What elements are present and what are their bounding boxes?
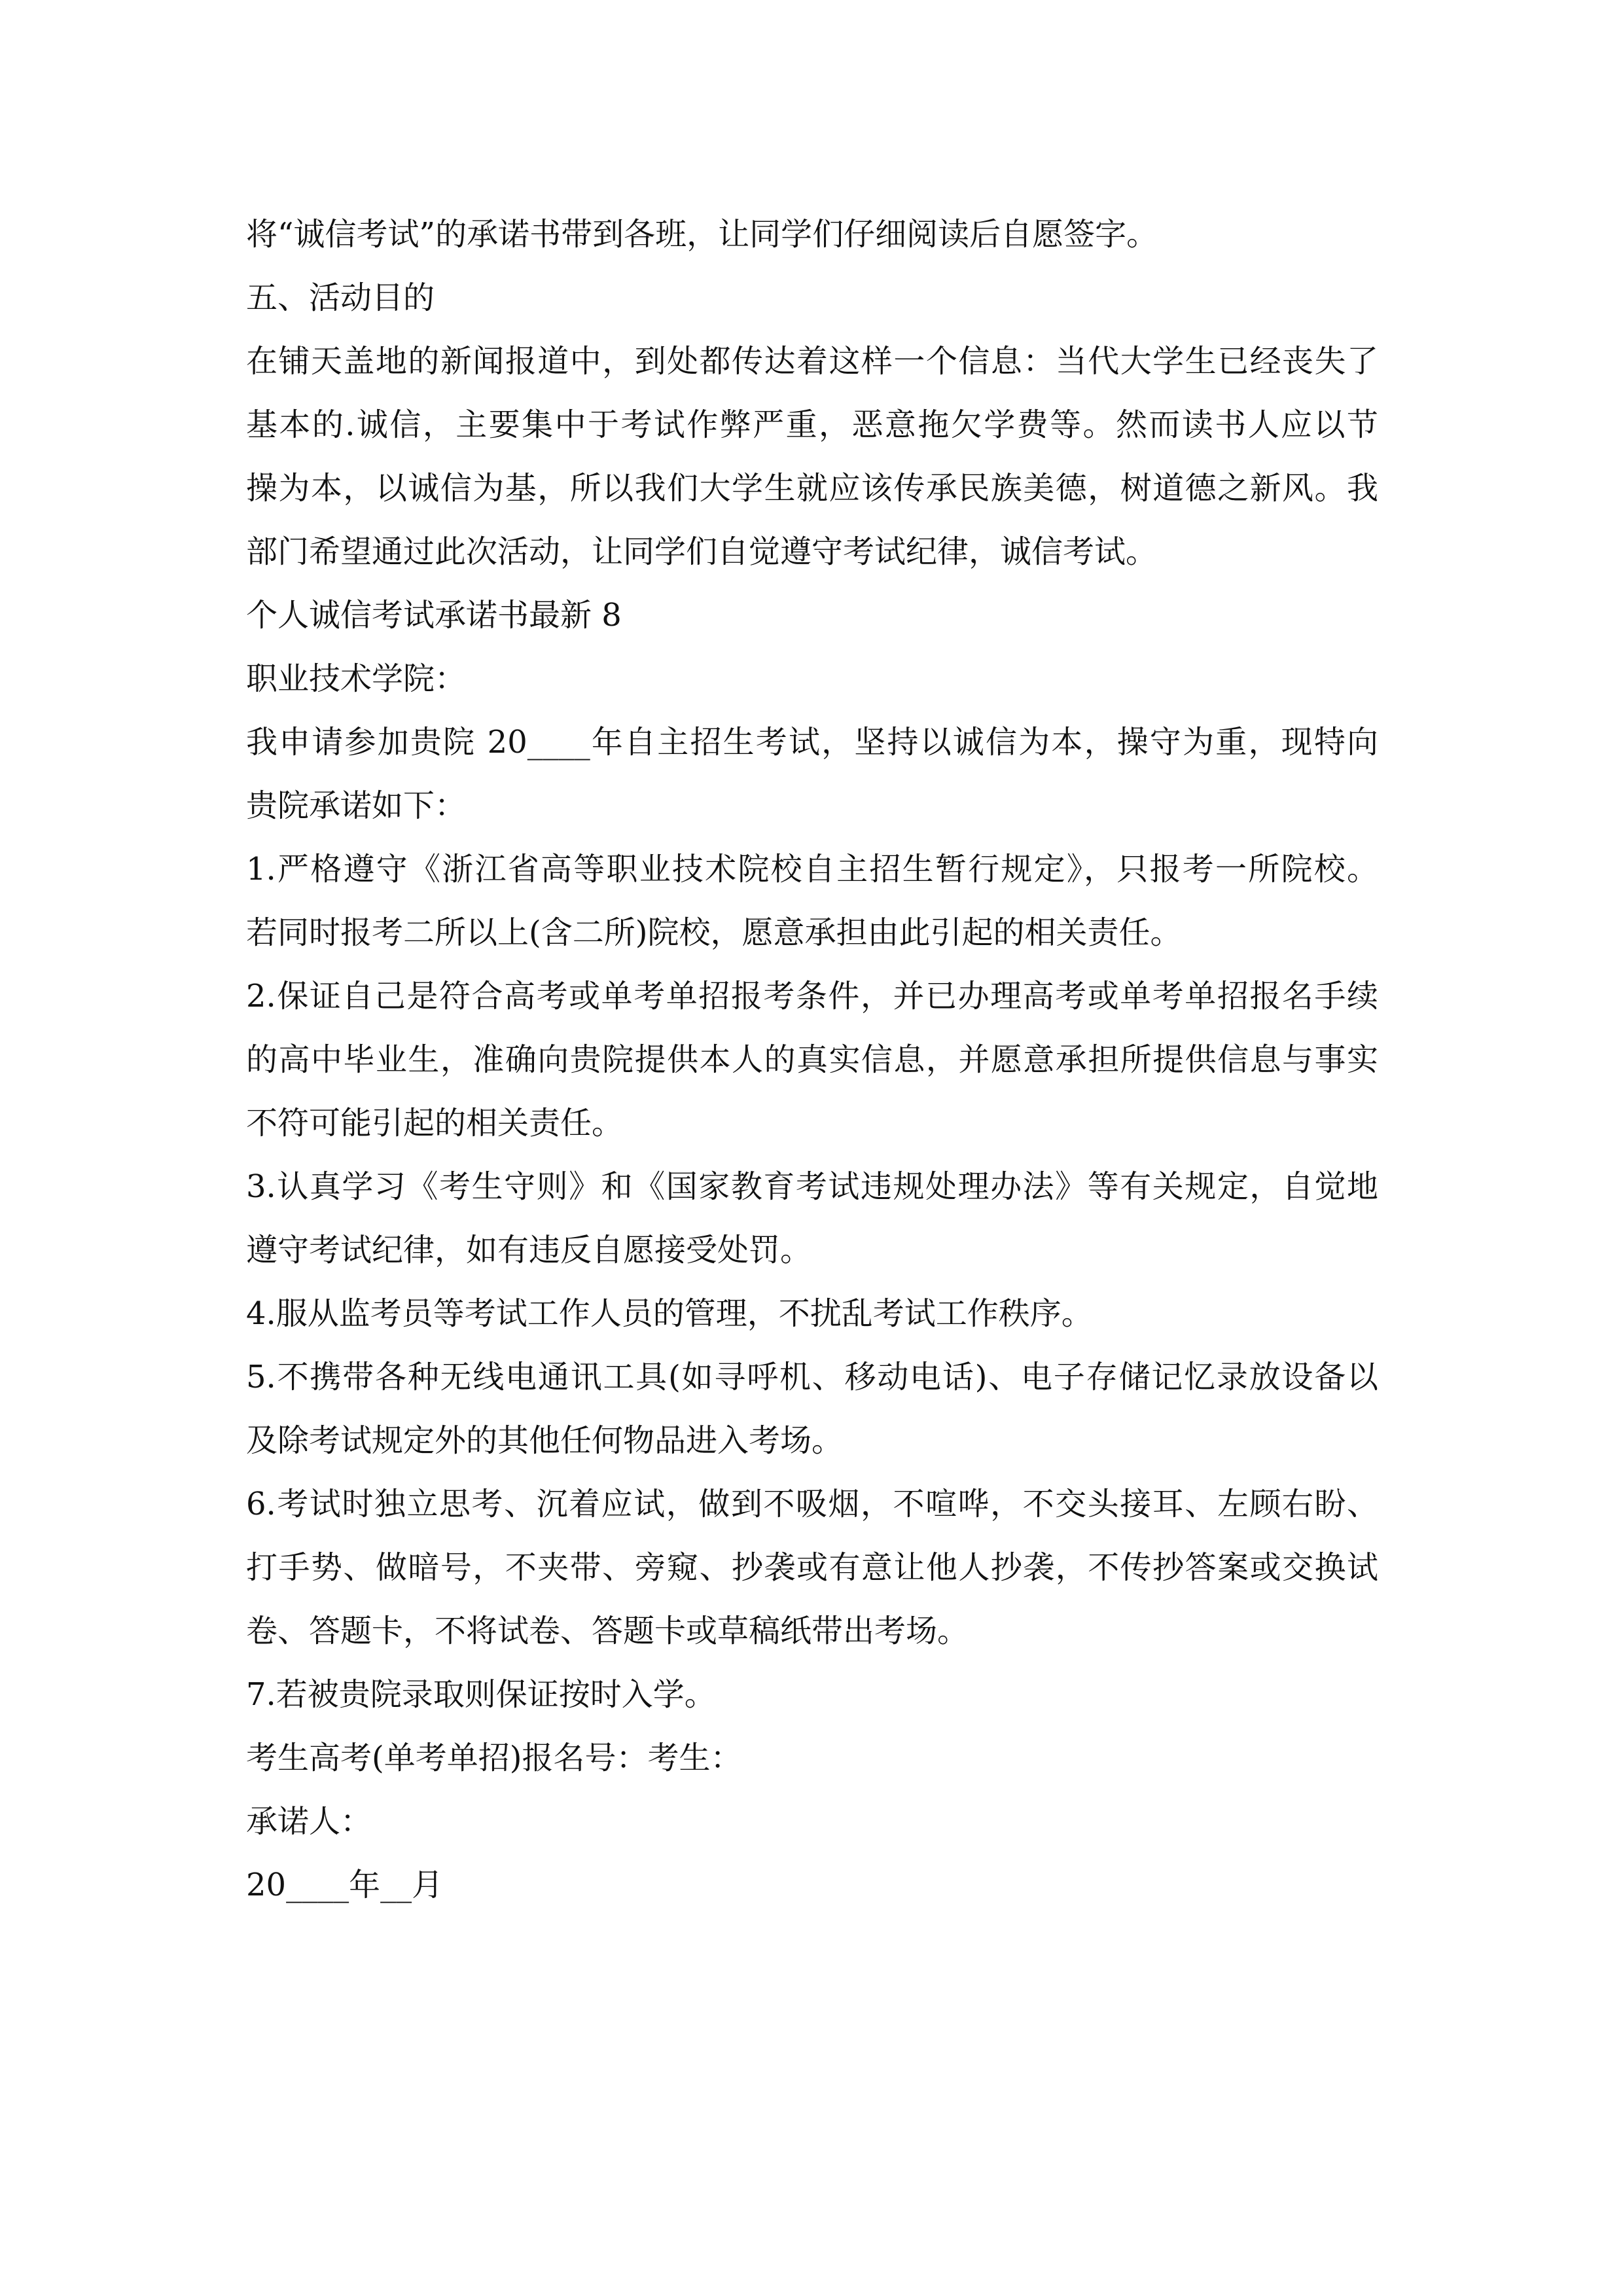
text-line: 20____年__月 [246, 1867, 444, 1903]
text-line: 部门希望通过此次活动，让同学们自觉遵守考试纪律，诚信考试。 [246, 533, 1158, 570]
text-line: 遵守考试纪律，如有违反自愿接受处罚。 [246, 1232, 812, 1268]
text-line: 的高中毕业生，准确向贵院提供本人的真实信息，并愿意承担所提供信息与事实 [246, 1041, 1378, 1078]
text-line: 2.保证自己是符合高考或单考单招报考条件，并已办理高考或单考单招报名手续 [246, 978, 1378, 1014]
pledge-item-5 [246, 1346, 1378, 1473]
text-line: 五、活动目的 [246, 279, 435, 316]
text-line: 职业技术学院： [246, 660, 467, 697]
text-line: 5.不携带各种无线电通讯工具(如寻呼机、移动电话)、电子存储记忆录放设备以 [246, 1359, 1378, 1395]
text-line: 1.严格遵守《浙江省高等职业技术院校自主招生暂行规定》，只报考一所院校。 [246, 851, 1378, 888]
text-line: 考生高考(单考单招)报名号：考生： [246, 1740, 742, 1776]
pledge-item-4 [246, 1282, 1378, 1346]
text-line: 操为本，以诚信为基，所以我们大学生就应该传承民族美德，树道德之新风。我 [246, 470, 1378, 507]
paragraph-pledge-distribution [246, 203, 1378, 266]
paragraph-application-intro [246, 711, 1378, 838]
paragraph-activity-purpose [246, 330, 1378, 584]
document-title [246, 584, 1378, 647]
text-line: 贵院承诺如下： [246, 787, 467, 824]
pledge-item-3 [246, 1155, 1378, 1282]
signatory-line [246, 1790, 1378, 1854]
text-line: 基本的.诚信，主要集中于考试作弊严重，恶意拖欠学费等。然而读书人应以节 [246, 406, 1378, 443]
salutation [246, 647, 1378, 711]
text-line: 4.服从监考员等考试工作人员的管理，不扰乱考试工作秩序。 [246, 1295, 1093, 1332]
text-line: 承诺人： [246, 1803, 372, 1840]
pledge-item-7 [246, 1663, 1378, 1727]
pledge-item-1 [246, 838, 1378, 965]
text-line: 若同时报考二所以上(含二所)院校，愿意承担由此引起的相关责任。 [246, 914, 1182, 951]
text-line: 我申请参加贵院 20____年自主招生考试，坚持以诚信为本，操守为重，现特向 [246, 724, 1378, 761]
text-line: 6.考试时独立思考、沉着应试，做到不吸烟，不喧哗，不交头接耳、左顾右盼、 [246, 1486, 1378, 1522]
text-line: 打手势、做暗号，不夹带、旁窥、抄袭或有意让他人抄袭，不传抄答案或交换试 [246, 1549, 1378, 1586]
section-heading-activity-purpose [246, 266, 1378, 330]
text-line: 在铺天盖地的新闻报道中，到处都传达着这样一个信息：当代大学生已经丧失了 [246, 343, 1378, 380]
text-line: 3.认真学习《考生守则》和《国家教育考试违规处理办法》等有关规定，自觉地 [246, 1168, 1378, 1205]
document-body [246, 203, 1378, 1917]
text-line: 卷、答题卡，不将试卷、答题卡或草稿纸带出考场。 [246, 1613, 969, 1649]
text-line: 不符可能引起的相关责任。 [246, 1105, 624, 1141]
pledge-item-6 [246, 1473, 1378, 1663]
registration-number-line [246, 1727, 1378, 1790]
text-line: 将“诚信考试”的承诺书带到各班，让同学们仔细阅读后自愿签字。 [246, 216, 1158, 253]
text-line: 及除考试规定外的其他任何物品进入考场。 [246, 1422, 844, 1459]
date-line [246, 1854, 1378, 1917]
text-line: 7.若被贵院录取则保证按时入学。 [246, 1676, 716, 1713]
pledge-item-2 [246, 965, 1378, 1155]
text-line: 个人诚信考试承诺书最新 8 [246, 597, 622, 634]
